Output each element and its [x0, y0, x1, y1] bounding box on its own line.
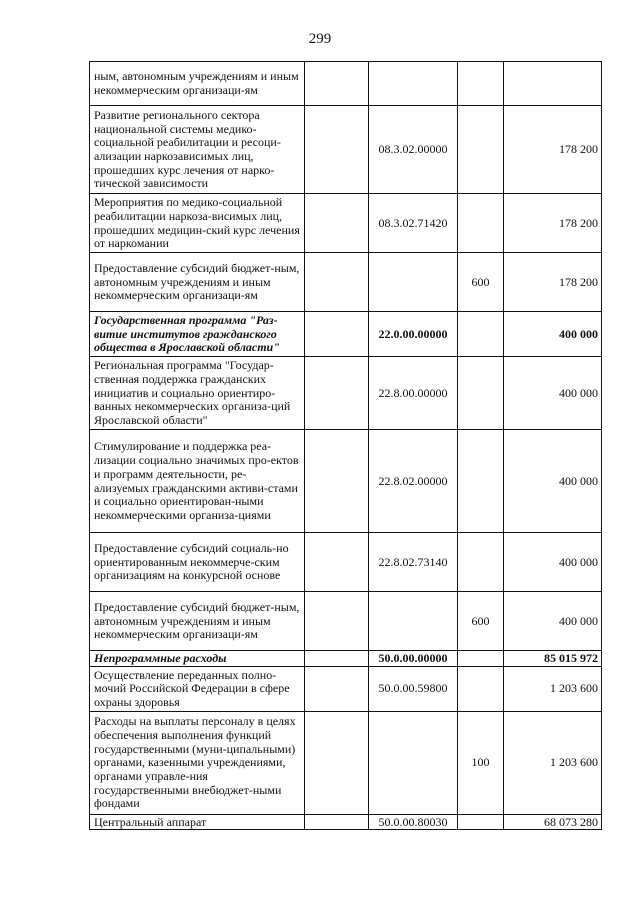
empty-cell [305, 106, 369, 194]
row-amount: 85 015 972 [504, 651, 602, 667]
empty-cell [305, 592, 369, 651]
row-amount: 178 200 [504, 106, 602, 194]
row-type [458, 106, 504, 194]
row-code [369, 253, 458, 312]
table-row [90, 62, 602, 106]
table-row [90, 357, 602, 430]
empty-cell [305, 814, 369, 830]
row-name: Непрограммные расходы [90, 651, 305, 667]
row-name: Предоставление субсидий бюджет-ным, автономным учреждениям и иным некоммерческим организаци-ям [90, 253, 305, 312]
row-code: 08.3.02.00000 [369, 106, 458, 194]
row-type [458, 312, 504, 357]
row-code: 50.0.00.80030 [369, 814, 458, 830]
row-type [458, 430, 504, 533]
row-type [458, 533, 504, 592]
row-amount [504, 62, 602, 106]
row-code [369, 592, 458, 651]
row-amount: 1 203 600 [504, 711, 602, 814]
empty-cell [305, 711, 369, 814]
row-code [369, 62, 458, 106]
row-amount: 400 000 [504, 592, 602, 651]
row-code: 22.8.02.73140 [369, 533, 458, 592]
row-name: Мероприятия по медико-социальной реабилитации наркоза-висимых лиц, прошедших медицин-ский курс лечения от наркомании [90, 194, 305, 253]
row-code: 50.0.00.59800 [369, 666, 458, 711]
row-type [458, 194, 504, 253]
row-code [369, 711, 458, 814]
row-type [458, 651, 504, 667]
table-row [90, 106, 602, 194]
table-row [90, 651, 602, 667]
empty-cell [305, 651, 369, 667]
row-name: ным, автономным учреждениям и иным некоммерческим организаци-ям [90, 62, 305, 106]
row-amount: 178 200 [504, 253, 602, 312]
row-type: 600 [458, 253, 504, 312]
row-name: Осуществление переданных полно-мочий Российской Федерации в сфере охраны здоровья [90, 666, 305, 711]
empty-cell [305, 312, 369, 357]
row-amount: 178 200 [504, 194, 602, 253]
empty-cell [305, 430, 369, 533]
row-name: Предоставление субсидий бюджет-ным, автономным учреждениям и иным некоммерческим организаци-ям [90, 592, 305, 651]
row-code: 08.3.02.71420 [369, 194, 458, 253]
row-type: 600 [458, 592, 504, 651]
row-type [458, 814, 504, 830]
row-name: Центральный аппарат [90, 814, 305, 830]
row-code: 22.8.02.00000 [369, 430, 458, 533]
budget-table [89, 61, 602, 830]
table-row [90, 711, 602, 814]
row-amount: 1 203 600 [504, 666, 602, 711]
empty-cell [305, 666, 369, 711]
page-number: 299 [308, 31, 332, 47]
empty-cell [305, 357, 369, 430]
empty-cell [305, 253, 369, 312]
row-amount: 400 000 [504, 533, 602, 592]
row-name: Региональная программа "Государ-ственная поддержка гражданских инициатив и социально ориентиро-ванных некоммерческих организа-ций Ярославской области" [90, 357, 305, 430]
row-type [458, 357, 504, 430]
row-name: Расходы на выплаты персоналу в целях обеспечения выполнения функций государственными (муни-ципальными) органами, казенными учреждениями, органами управле-ния государственными внебюджет-ными фондами [90, 711, 305, 814]
row-type: 100 [458, 711, 504, 814]
empty-cell [305, 194, 369, 253]
table-row [90, 430, 602, 533]
table-row [90, 312, 602, 357]
table-row [90, 253, 602, 312]
table-row [90, 533, 602, 592]
row-code: 50.0.00.00000 [369, 651, 458, 667]
table-row [90, 666, 602, 711]
row-code: 22.8.00.00000 [369, 357, 458, 430]
row-amount: 400 000 [504, 357, 602, 430]
row-amount: 68 073 280 [504, 814, 602, 830]
table-row [90, 592, 602, 651]
table-row [90, 814, 602, 830]
empty-cell [305, 62, 369, 106]
row-name: Стимулирование и поддержка реа-лизации социально значимых про-ектов и программ деятельности, ре-ализуемых гражданскими активи-стами и социально ориентирован-ными некоммерческими организа-циями [90, 430, 305, 533]
table-row [90, 194, 602, 253]
row-type [458, 666, 504, 711]
row-type [458, 62, 504, 106]
empty-cell [305, 533, 369, 592]
row-name: Государственная программа "Раз-витие институтов гражданского общества в Ярославской области" [90, 312, 305, 357]
row-name: Развитие регионального сектора национальной системы медико-социальной реабилитации и ресоци-ализации наркозависимых лиц, прошедших курс лечения от нарко-тической зависимости [90, 106, 305, 194]
row-code: 22.0.00.00000 [369, 312, 458, 357]
row-amount: 400 000 [504, 312, 602, 357]
row-amount: 400 000 [504, 430, 602, 533]
row-name: Предоставление субсидий социаль-но ориентированным некоммерче-ским организациям на конкурсной основе [90, 533, 305, 592]
